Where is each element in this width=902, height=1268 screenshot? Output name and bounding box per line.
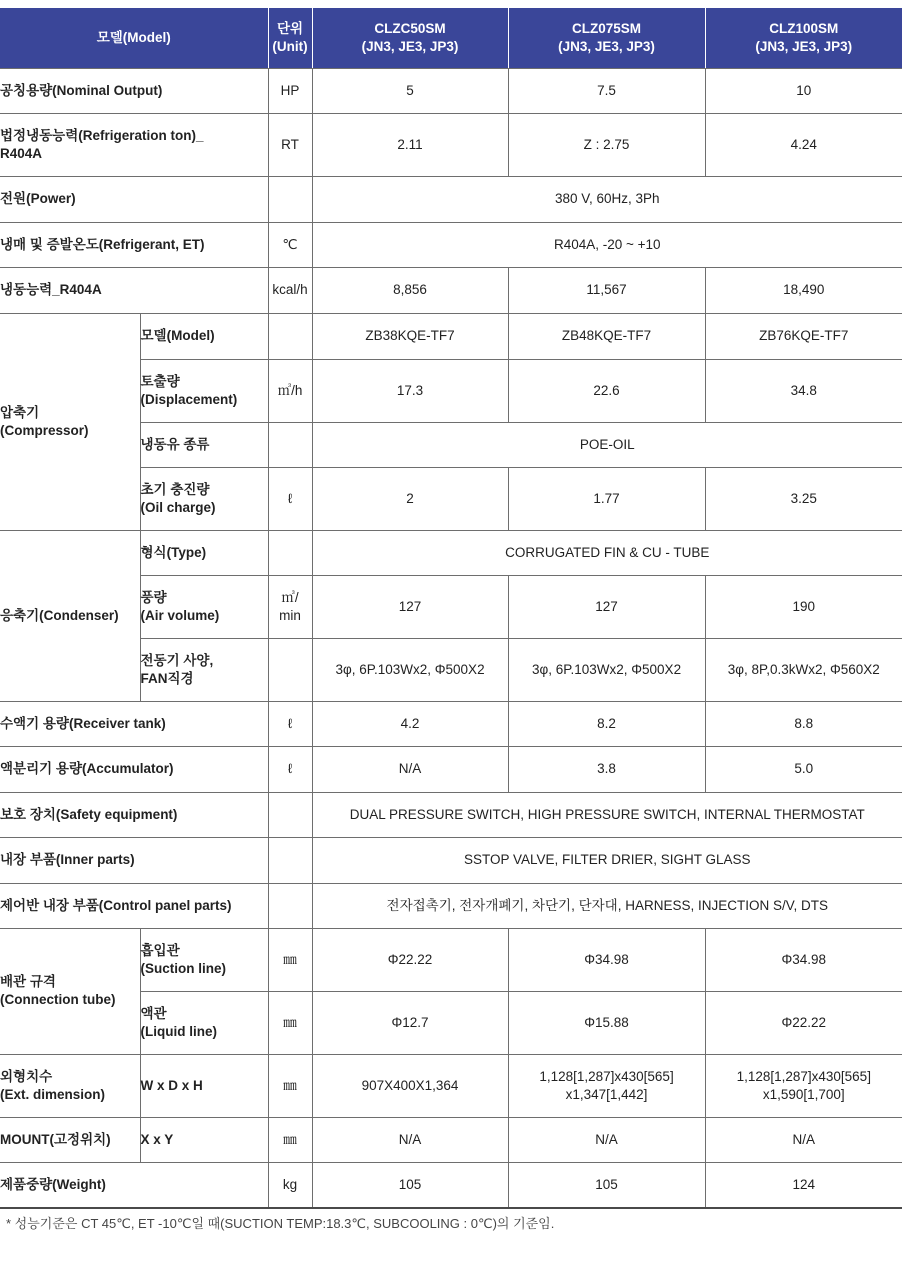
value-cell: 190 xyxy=(705,575,902,638)
unit-cell: ㎥/h xyxy=(268,359,312,422)
group-label-mount: MOUNT(고정위치) xyxy=(0,1117,140,1162)
value-cell: Φ15.88 xyxy=(508,991,705,1054)
group-label-dimension: 외형치수 (Ext. dimension) xyxy=(0,1054,140,1117)
value-cell: 22.6 xyxy=(508,359,705,422)
value-cell: N/A xyxy=(312,746,508,792)
value-cell: 8.2 xyxy=(508,701,705,746)
unit-cell: ℓ xyxy=(268,701,312,746)
row-label: 냉동유 종류 xyxy=(140,422,268,467)
row-label: 풍량 (Air volume) xyxy=(140,575,268,638)
value-cell: 127 xyxy=(312,575,508,638)
value-cell: 10 xyxy=(705,68,902,113)
value-cell: N/A xyxy=(508,1117,705,1162)
value-cell: ZB38KQE-TF7 xyxy=(312,313,508,359)
value-cell: 4.2 xyxy=(312,701,508,746)
value-cell: 8.8 xyxy=(705,701,902,746)
value-cell: 1.77 xyxy=(508,467,705,530)
unit-cell xyxy=(268,176,312,222)
value-cell: N/A xyxy=(312,1117,508,1162)
header-model: 모델(Model) xyxy=(0,8,268,68)
value-cell: 3φ, 6P.103Wx2, Φ500X2 xyxy=(508,638,705,701)
value-cell: 18,490 xyxy=(705,267,902,313)
row-refrigeration-ton xyxy=(0,113,902,176)
row-refrigerant xyxy=(0,222,902,267)
merged-value-cell: 전자접촉기, 전자개폐기, 차단기, 단자대, HARNESS, INJECTION S/V, DTS xyxy=(312,883,902,928)
row-label: 액관 (Liquid line) xyxy=(140,991,268,1054)
unit-cell: ㎜ xyxy=(268,991,312,1054)
row-label: 초기 충진량 (Oil charge) xyxy=(140,467,268,530)
value-cell: 5 xyxy=(312,68,508,113)
row-label: W x D x H xyxy=(140,1054,268,1117)
merged-value-cell: R404A, -20 ~ +10 xyxy=(312,222,902,267)
row-label: 공칭용량(Nominal Output) xyxy=(0,68,268,113)
row-label: X x Y xyxy=(140,1117,268,1162)
row-weight xyxy=(0,1162,902,1208)
row-label: 전원(Power) xyxy=(0,176,268,222)
value-cell: 34.8 xyxy=(705,359,902,422)
row-label: 토출량 (Displacement) xyxy=(140,359,268,422)
value-cell: 4.24 xyxy=(705,113,902,176)
row-control-panel xyxy=(0,883,902,928)
row-mount xyxy=(0,1117,902,1162)
value-cell: Z : 2.75 xyxy=(508,113,705,176)
merged-value-cell: CORRUGATED FIN & CU - TUBE xyxy=(312,530,902,575)
unit-cell: ㎜ xyxy=(268,1054,312,1117)
row-dimension xyxy=(0,1054,902,1117)
row-label: 형식(Type) xyxy=(140,530,268,575)
row-power xyxy=(0,176,902,222)
value-cell: Φ34.98 xyxy=(705,928,902,991)
unit-cell xyxy=(268,313,312,359)
unit-cell xyxy=(268,837,312,883)
row-safety xyxy=(0,792,902,837)
value-cell: 7.5 xyxy=(508,68,705,113)
value-cell: 105 xyxy=(312,1162,508,1208)
unit-cell xyxy=(268,530,312,575)
spec-table xyxy=(0,8,902,1209)
row-suction-line xyxy=(0,928,902,991)
header-model-1: CLZC50SM (JN3, JE3, JP3) xyxy=(312,8,508,68)
value-cell: 124 xyxy=(705,1162,902,1208)
unit-cell: ℓ xyxy=(268,467,312,530)
row-label: 제품중량(Weight) xyxy=(0,1162,268,1208)
footnote: * 성능기준은 CT 45℃, ET -10℃일 때(SUCTION TEMP:18.3℃, SUBCOOLING : 0℃)의 기준임. xyxy=(6,1216,555,1231)
unit-cell: ㎜ xyxy=(268,928,312,991)
row-label: 냉매 및 증발온도(Refrigerant, ET) xyxy=(0,222,268,267)
row-nominal-output xyxy=(0,68,902,113)
row-label: 법정냉동능력(Refrigeration ton)_ R404A xyxy=(0,113,268,176)
value-cell: 17.3 xyxy=(312,359,508,422)
row-compressor-model xyxy=(0,313,902,359)
row-receiver-tank xyxy=(0,701,902,746)
unit-cell xyxy=(268,792,312,837)
unit-cell: HP xyxy=(268,68,312,113)
unit-cell: ㎥/ min xyxy=(268,575,312,638)
group-label-condenser: 응축기(Condenser) xyxy=(0,530,140,701)
header-unit: 단위 (Unit) xyxy=(268,8,312,68)
row-label: 냉동능력_R404A xyxy=(0,267,268,313)
row-accumulator xyxy=(0,746,902,792)
unit-cell: ㎜ xyxy=(268,1117,312,1162)
row-label: 모델(Model) xyxy=(140,313,268,359)
value-cell: 2 xyxy=(312,467,508,530)
row-label: 보호 장치(Safety equipment) xyxy=(0,792,268,837)
value-cell: 127 xyxy=(508,575,705,638)
value-cell: Φ34.98 xyxy=(508,928,705,991)
value-cell: 8,856 xyxy=(312,267,508,313)
value-cell: 3.8 xyxy=(508,746,705,792)
unit-cell xyxy=(268,638,312,701)
unit-cell xyxy=(268,883,312,928)
header-model-3: CLZ100SM (JN3, JE3, JP3) xyxy=(705,8,902,68)
row-label: 흡입관 (Suction line) xyxy=(140,928,268,991)
value-cell: 11,567 xyxy=(508,267,705,313)
value-cell: 5.0 xyxy=(705,746,902,792)
value-cell: 3φ, 6P.103Wx2, Φ500X2 xyxy=(312,638,508,701)
group-label-compressor: 압축기 (Compressor) xyxy=(0,313,140,530)
value-cell: Φ22.22 xyxy=(312,928,508,991)
value-cell: Φ12.7 xyxy=(312,991,508,1054)
row-label: 내장 부품(Inner parts) xyxy=(0,837,268,883)
row-label: 액분리기 용량(Accumulator) xyxy=(0,746,268,792)
value-cell: 1,128[1,287]x430[565] x1,347[1,442] xyxy=(508,1054,705,1117)
group-label-piping: 배관 규격 (Connection tube) xyxy=(0,928,140,1054)
value-cell: ZB48KQE-TF7 xyxy=(508,313,705,359)
merged-value-cell: 380 V, 60Hz, 3Ph xyxy=(312,176,902,222)
value-cell: ZB76KQE-TF7 xyxy=(705,313,902,359)
unit-cell: RT xyxy=(268,113,312,176)
unit-cell: ℓ xyxy=(268,746,312,792)
merged-value-cell: POE-OIL xyxy=(312,422,902,467)
row-label: 수액기 용량(Receiver tank) xyxy=(0,701,268,746)
row-inner-parts xyxy=(0,837,902,883)
value-cell: N/A xyxy=(705,1117,902,1162)
row-label: 전동기 사양, FAN직경 xyxy=(140,638,268,701)
merged-value-cell: SSTOP VALVE, FILTER DRIER, SIGHT GLASS xyxy=(312,837,902,883)
row-condenser-type xyxy=(0,530,902,575)
unit-cell: ℃ xyxy=(268,222,312,267)
value-cell: 105 xyxy=(508,1162,705,1208)
header-model-2: CLZ075SM (JN3, JE3, JP3) xyxy=(508,8,705,68)
value-cell: 3.25 xyxy=(705,467,902,530)
merged-value-cell: DUAL PRESSURE SWITCH, HIGH PRESSURE SWITCH, INTERNAL THERMOSTAT xyxy=(312,792,902,837)
value-cell: 2.11 xyxy=(312,113,508,176)
value-cell: 3φ, 8P,0.3kWx2, Φ560X2 xyxy=(705,638,902,701)
value-cell: Φ22.22 xyxy=(705,991,902,1054)
unit-cell: kcal/h xyxy=(268,267,312,313)
unit-cell xyxy=(268,422,312,467)
value-cell: 907X400X1,364 xyxy=(312,1054,508,1117)
value-cell: 1,128[1,287]x430[565] x1,590[1,700] xyxy=(705,1054,902,1117)
row-label: 제어반 내장 부품(Control panel parts) xyxy=(0,883,268,928)
header-row xyxy=(0,8,902,68)
unit-cell: kg xyxy=(268,1162,312,1208)
row-capacity xyxy=(0,267,902,313)
